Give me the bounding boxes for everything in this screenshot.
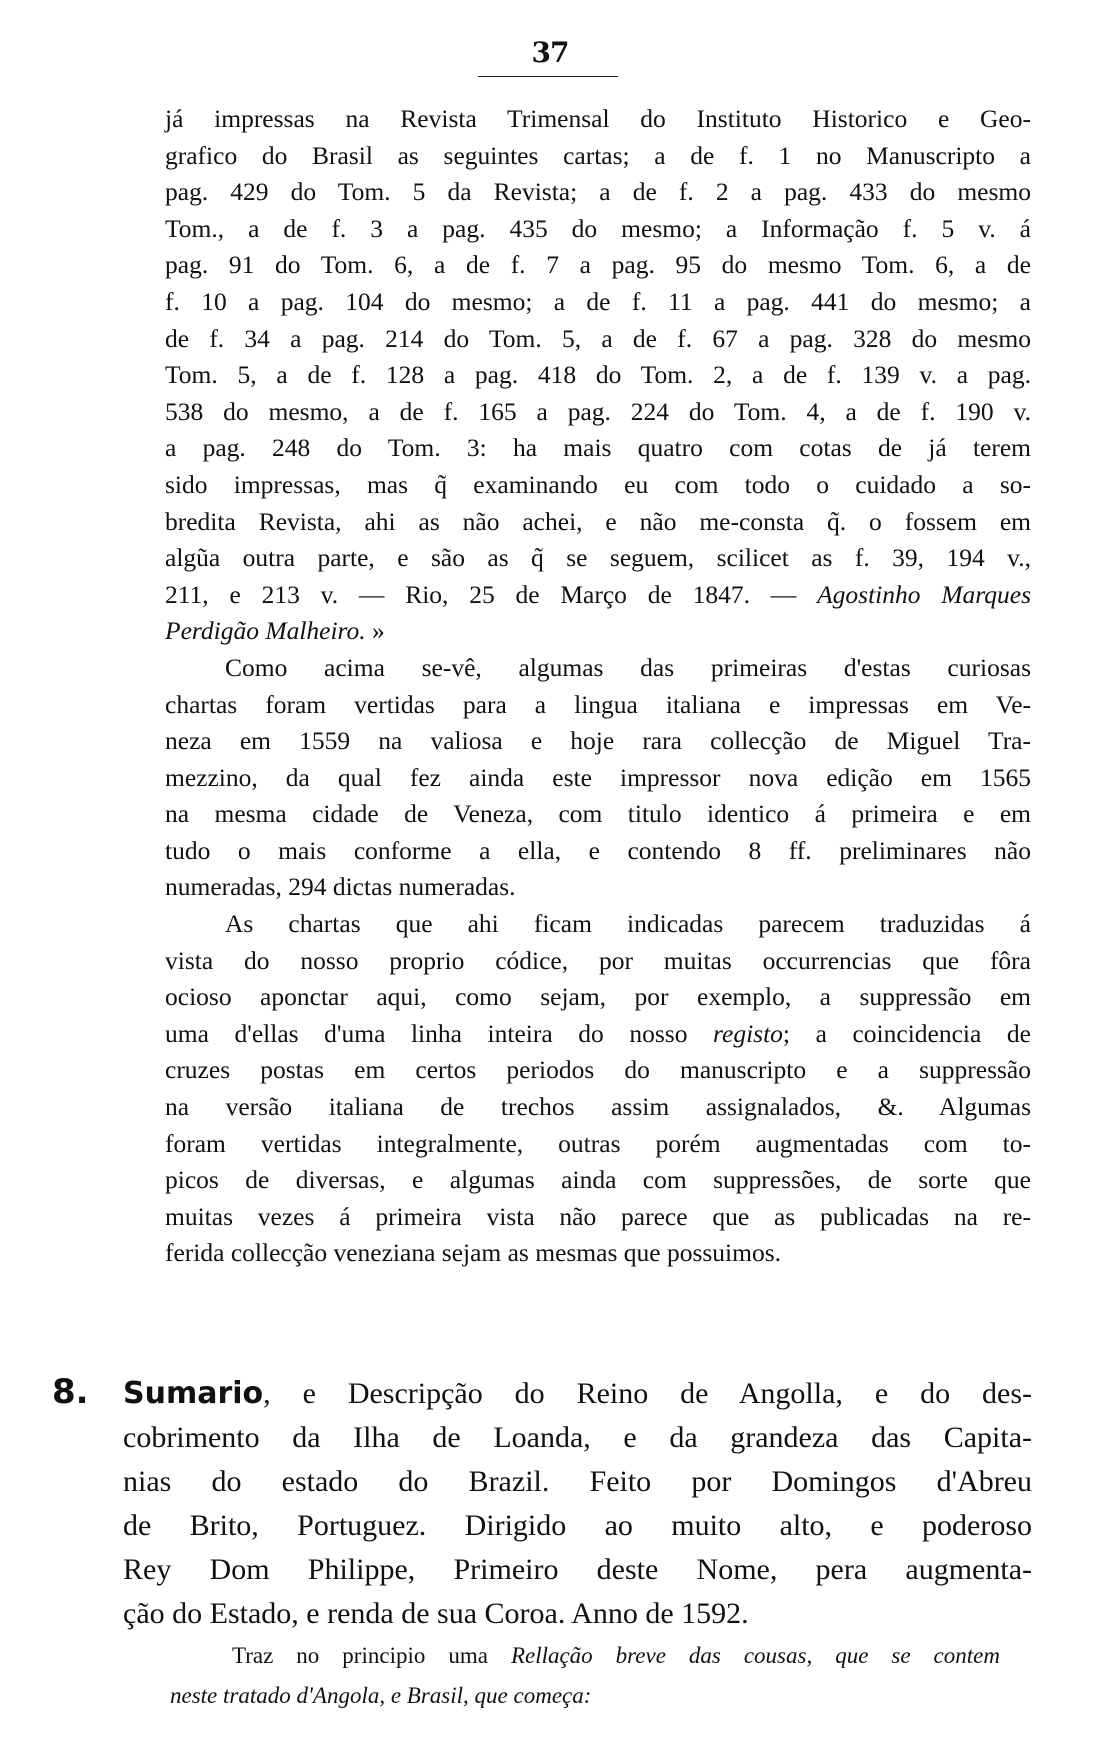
text-line: 538 do mesmo, a de f. 165 a pag. 224 do Tom. 4, a de f. 190 v. bbox=[165, 396, 1031, 426]
date-text: 211, e 213 v. — Rio, 25 de Março de 1847. — bbox=[165, 579, 818, 609]
paragraph-line: vista do nosso proprio códice, por muitas occurrencias que fôra bbox=[165, 945, 1031, 975]
entry-title: Sumario bbox=[123, 1376, 264, 1411]
paragraph-line: tudo o mais conforme a ella, e contendo 8 ff. preliminares não bbox=[165, 835, 1031, 865]
paragraph-line: numeradas, 294 dictas numeradas. bbox=[165, 872, 516, 902]
entry-line bbox=[123, 1372, 1032, 1416]
paragraph-line: As chartas que ahi ficam indicadas parecem traduzidas á bbox=[225, 909, 1031, 939]
closing-quote: » bbox=[365, 616, 385, 646]
author-surname: Perdigão Malheiro. bbox=[165, 616, 366, 646]
page-number: 37 bbox=[531, 36, 569, 69]
text-line: Tom. 5, a de f. 128 a pag. 418 do Tom. 2, a de f. 139 v. a pag. bbox=[165, 360, 1031, 390]
paragraph-line: ferida collecção veneziana sejam as mesmas que possuimos. bbox=[165, 1238, 782, 1268]
body-text bbox=[165, 101, 1031, 1272]
paragraph-line: neza em 1559 na valiosa e hoje rara collecção de Miguel Tra- bbox=[165, 726, 1031, 756]
text-segment: ; a coincidencia de bbox=[782, 1018, 1031, 1048]
note-italic: Rellação breve das cousas, que se contem bbox=[510, 1643, 1000, 1668]
author-name: Agostinho Marques bbox=[817, 579, 1031, 609]
text-line: pag. 91 do Tom. 6, a de f. 7 a pag. 95 do mesmo Tom. 6, a de bbox=[165, 250, 1031, 280]
note-line: neste tratado d'Angola, e Brasil, que começa: bbox=[170, 1683, 592, 1708]
entry-line: ção do Estado, e renda de sua Coroa. Anno de 1592. bbox=[123, 1597, 749, 1630]
text-line: de f. 34 a pag. 214 do Tom. 5, a de f. 67 a pag. 328 do mesmo bbox=[165, 323, 1031, 353]
note-text: Traz no principio uma bbox=[232, 1643, 511, 1668]
entry-title-rest: , e Descripção do Reino de Angolla, e do des- bbox=[263, 1377, 1032, 1410]
paragraph-line: na versão italiana de trechos assim assignalados, &. Algumas bbox=[165, 1092, 1031, 1122]
text-line: pag. 429 do Tom. 5 da Revista; a de f. 2 a pag. 433 do mesmo bbox=[165, 177, 1031, 207]
paragraph-line: mezzino, da qual fez ainda este impressor nova edição em 1565 bbox=[165, 762, 1031, 792]
text-line: Tom., a de f. 3 a pag. 435 do mesmo; a Informação f. 5 v. á bbox=[165, 213, 1031, 243]
italic-term: registo bbox=[713, 1018, 783, 1048]
note-line bbox=[170, 1636, 1000, 1676]
text-line: algũa outra parte, e são as q̃ se seguem, scilicet as f. 39, 194 v., bbox=[165, 543, 1031, 573]
text-line: grafico do Brasil as seguintes cartas; a de f. 1 no Manuscripto a bbox=[165, 140, 1031, 170]
entry-line: nias do estado do Brazil. Feito por Domingos d'Abreu bbox=[123, 1465, 1032, 1498]
entry-note bbox=[170, 1636, 1000, 1716]
entry-text bbox=[123, 1372, 1032, 1636]
paragraph-line: Como acima se-vê, algumas das primeiras d'estas curiosas bbox=[225, 652, 1031, 682]
entry-number: 8. bbox=[52, 1372, 89, 1412]
text-line-signature bbox=[165, 577, 1031, 614]
entry-line: de Brito, Portuguez. Dirigido ao muito alto, e poderoso bbox=[123, 1509, 1032, 1542]
paragraph-line: picos de diversas, e algumas ainda com suppressões, de sorte que bbox=[165, 1165, 1031, 1195]
header-rule bbox=[478, 76, 618, 77]
text-line: sido impressas, mas q̃ examinando eu com todo o cuidado a so- bbox=[165, 469, 1031, 499]
text-line: bredita Revista, ahi as não achei, e não me-consta q̃. o fossem em bbox=[165, 506, 1031, 536]
text-line: a pag. 248 do Tom. 3: ha mais quatro com cotas de já terem bbox=[165, 433, 1031, 463]
paragraph-line: foram vertidas integralmente, outras porém augmentadas com to- bbox=[165, 1128, 1031, 1158]
text-segment: uma d'ellas d'uma linha inteira do nosso bbox=[165, 1018, 714, 1048]
text-line-signature-end bbox=[165, 613, 1031, 650]
paragraph-line: na mesma cidade de Veneza, com titulo identico á primeira e em bbox=[165, 799, 1031, 829]
paragraph-line: chartas foram vertidas para a lingua italiana e impressas em Ve- bbox=[165, 689, 1031, 719]
entry-line: Rey Dom Philippe, Primeiro deste Nome, pera augmenta- bbox=[123, 1553, 1032, 1586]
paragraph-line: cruzes postas em certos periodos do manuscripto e a suppressão bbox=[165, 1055, 1031, 1085]
text-line: já impressas na Revista Trimensal do Instituto Historico e Geo- bbox=[165, 104, 1031, 133]
paragraph-line: ocioso aponctar aqui, como sejam, por exemplo, a suppressão em bbox=[165, 982, 1031, 1012]
paragraph-line bbox=[165, 1016, 1031, 1053]
entry-line: cobrimento da Ilha de Loanda, e da grandeza das Capita- bbox=[123, 1421, 1032, 1454]
text-line: f. 10 a pag. 104 do mesmo; a de f. 11 a pag. 441 do mesmo; a bbox=[165, 286, 1031, 316]
paragraph-line: muitas vezes á primeira vista não parece que as publicadas na re- bbox=[165, 1201, 1031, 1231]
